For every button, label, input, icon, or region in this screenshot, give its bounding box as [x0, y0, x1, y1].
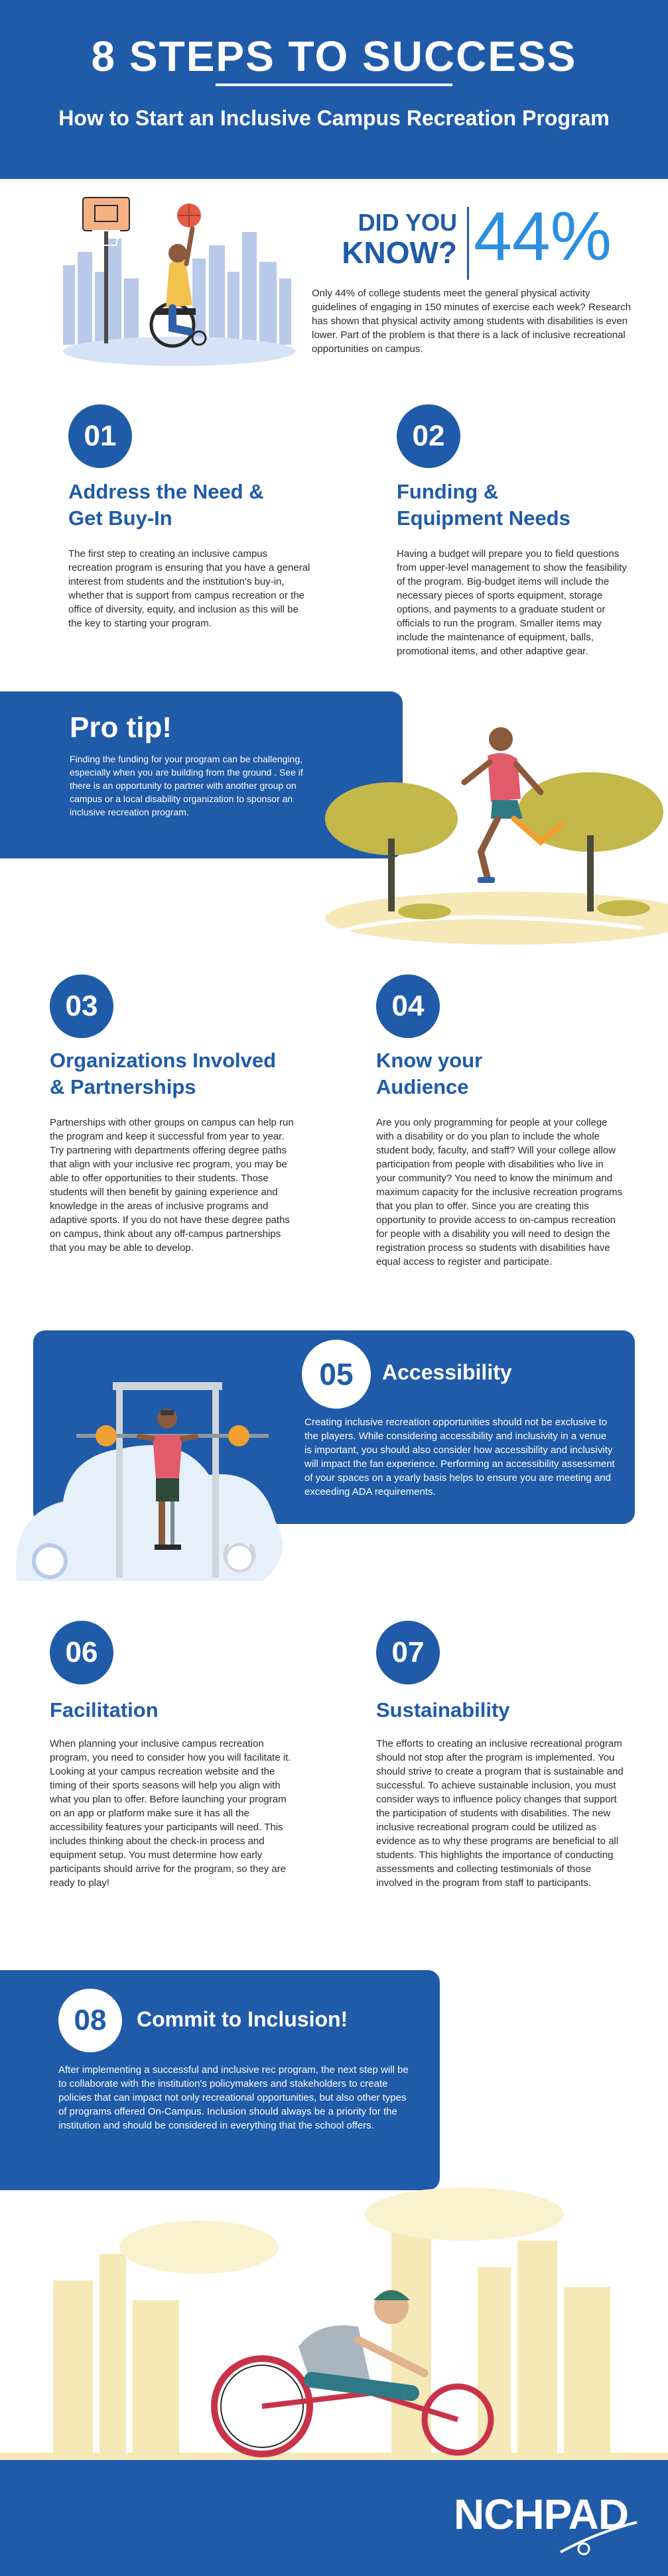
step-03-title-line2: & Partnerships — [50, 1075, 196, 1098]
page-title: 8 STEPS TO SUCCESS — [91, 32, 577, 80]
step-04-title-line2: Audience — [376, 1075, 469, 1098]
step-04-title-line1: Know your — [376, 1049, 483, 1072]
step-04-number: 04 — [376, 974, 440, 1038]
step-07-title: Sustainability — [376, 1698, 510, 1722]
step-04-text: Are you only programming for people at your college with a disability or do you plan to include the whole student body, faculty, and staff? Will your college allow participation from people with disabilities who live in your community? You need to know the minimum and maximum capacity for the inclusive recreation programs that you plan to offer. Since you are creating this opportunity to provide access to on-campus recreation for people with a disability you will need to design the registration process so students with disabilities have equal access to register and participate. — [376, 1117, 622, 1267]
know-label: KNOW? — [342, 235, 457, 270]
title-divider — [216, 84, 452, 86]
step-01-title — [68, 479, 320, 532]
step-06-number: 06 — [50, 1621, 113, 1684]
step-04-title — [376, 1047, 628, 1100]
wheelchair-cyclist-illustration — [0, 2188, 668, 2466]
statistic-value: 44% — [474, 198, 612, 275]
step-03-title-line1: Organizations Involved — [50, 1049, 277, 1072]
step-03-title — [50, 1047, 328, 1100]
squat-rack-illustration — [10, 1382, 295, 1594]
header-banner — [0, 0, 668, 179]
did-you-label: DID YOU — [358, 209, 457, 236]
step-01-title-line2: Get Buy-In — [68, 506, 172, 530]
runner-illustration — [312, 719, 668, 951]
step-02-title-line2: Equipment Needs — [397, 506, 570, 530]
step-08-title: Commit to Inclusion! — [137, 2007, 348, 2031]
step-01-text: The first step to creating an inclusive campus recreation program is ensuring that you have a general interest from students and the institution's buy-in, whether that is support from campus recreation or the office of diversity, equity, and inclusion as this will be the key to starting your program. — [68, 548, 310, 629]
did-you-know-text: Only 44% of college students meet the general physical activity guidelines of engaging in 150 minutes of exercise each week? Research has shown that physical activity among students with disabilities is even lower. Part of the problem is that there is a lack of inclusive recreational opportunities on campus. — [312, 288, 632, 355]
basketball-player-illustration — [56, 192, 302, 371]
step-02-title-line1: Funding & — [397, 480, 499, 503]
pro-tip-text: Finding the funding for your program can be challenging, especially when you are building from the ground . See if there is an opportunity to partner with another group on campus or a local disability organization to sponsor an inclusive recreation program. — [70, 754, 303, 817]
step-07-text: The efforts to creating an inclusive recreational program should not stop after the program is implemented. You should strive to create a program that is sustainable and successful. To achieve sustainable inclusion, you must consider ways to influence policy changes that support the participation of students with disabilities. The new inclusive recreational program could be utilized as evidence as to why these programs are beneficial to all students. This highlights the importance of conducting assessments and collecting testimonials of those involved in the program from staff to participants. — [376, 1738, 624, 1889]
step-02-number: 02 — [397, 404, 460, 468]
nchpad-logo: NCHPAD — [454, 2490, 629, 2538]
step-03-text: Partnerships with other groups on campus can help run the program and keep it successful from year to year. Try partnering with departments offering degree paths that align with your inclusive rec program, you may be able to offer opportunities to their students. Those students will then benefit by gaining experience and knowledge in the areas of inclusive programs and adaptive sports. If you do not have these degree paths on campus, think about any off-campus partnerships that you may be able to develop. — [50, 1117, 294, 1254]
did-you-know-divider — [467, 207, 469, 280]
did-you-know-label — [314, 211, 457, 268]
step-08-text: After implementing a successful and inclusive rec program, the next step will be to collaborate with the institution's policymakers and stakeholders to create policies that can impact not only recreational opportunities, but also other types of programs offered On-Campus. Inclusion should always be a priority for the institution and should be considered in everything that the school offers. — [58, 2064, 409, 2131]
step-05-title: Accessibility — [382, 1360, 512, 1384]
step-08-number: 08 — [58, 1989, 122, 2052]
step-01-title-line1: Address the Need & — [68, 480, 264, 503]
step-02-text: Having a budget will prepare you to field questions from upper-level management to show the feasibility of the program. Big-budget items will include the necessary pieces of sports equipment, storage options, and payments to a graduate student or officials to run the program. Smaller items may include the maintenance of equipment, balls, promotional items, and other adaptive gear. — [397, 548, 627, 657]
step-06-text: When planning your inclusive campus recreation program, you need to consider how you will facilitate it. Looking at your campus recreation website and the timing of their sports seasons will help you align with what you plan to offer. Before launching your program on an app or platform make sure it has all the accessibility features your participants will need. This includes thinking about the check-in process and equipment setup. You must determine how early participants should arrive for the program, so they are ready to play! — [50, 1738, 291, 1889]
step-02-title — [397, 479, 649, 532]
step-06-title: Facilitation — [50, 1698, 159, 1722]
pro-tip-title: Pro tip! — [70, 711, 172, 744]
step-01-number: 01 — [68, 404, 132, 468]
logo-swoosh-icon — [557, 2519, 643, 2559]
step-07-number: 07 — [376, 1621, 440, 1684]
step-03-number: 03 — [50, 974, 113, 1038]
step-05-number: 05 — [302, 1340, 371, 1409]
step-05-text: Creating inclusive recreation opportunities should not be exclusive to the players. While considering accessibility and inclusivity in a venue is important, you should also consider how accessibility and inclusivity will impact the fan experience. Performing an accessibility assessment of your spaces on a yearly basis helps to ensure you are meeting and exceeding ADA requirements. — [304, 1417, 615, 1497]
page-subtitle: How to Start an Inclusive Campus Recreation Program — [58, 106, 610, 130]
